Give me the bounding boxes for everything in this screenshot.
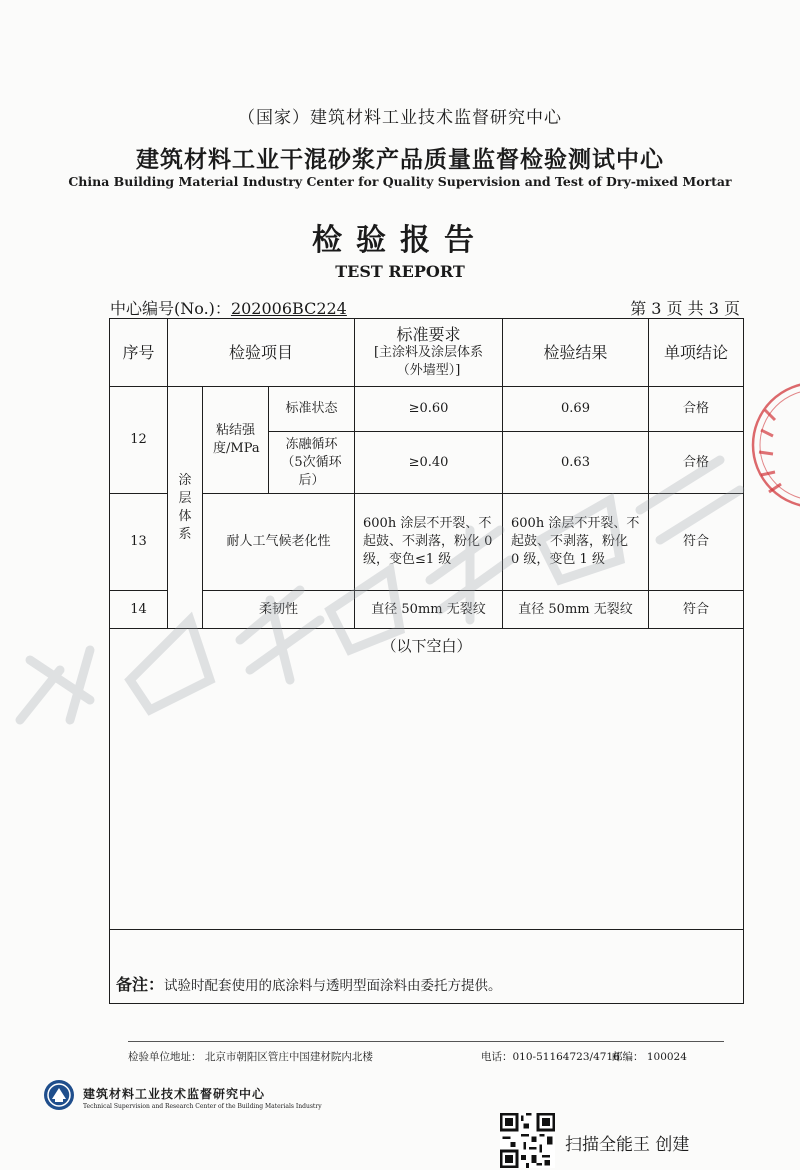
org-line2: 建筑材料工业干混砂浆产品质量监督检验测试中心: [136, 146, 664, 173]
header-item: 检验项目: [168, 319, 355, 387]
group-label: 涂层体系: [168, 387, 203, 629]
header-seq: 序号: [110, 319, 168, 387]
footer-divider: [128, 1041, 724, 1042]
row12-item: 粘结强度/MPa: [203, 387, 269, 494]
table-header-row: [110, 319, 744, 387]
row13-result: 600h 涂层不开裂、不起鼓、不剥落，粉化 0 级，变色 1 级: [503, 494, 649, 591]
row12-sub2-result: 0.63: [503, 432, 649, 494]
row13-item: 耐人工气候老化性: [203, 494, 355, 591]
table-row: [110, 387, 744, 432]
footer-postcode: 邮编： 100024: [612, 1051, 687, 1063]
qr-code-icon: [500, 1113, 555, 1168]
table-row: [110, 591, 744, 629]
row12-sub1-result: 0.69: [503, 387, 649, 432]
row14-seq: 14: [110, 591, 168, 629]
report-title-english: TEST REPORT: [335, 262, 465, 281]
scanner-watermark-text: 扫描全能王 创建: [565, 1135, 690, 1155]
header-standard-sub: [主涂料及涂层体系（外墙型）]: [373, 344, 484, 378]
logo-text-english: Technical Supervision and Research Center of the Building Materials Industry: [83, 1103, 322, 1110]
row12-sub1-standard: ≥0.60: [355, 387, 503, 432]
row13-seq: 13: [110, 494, 168, 591]
seal-stamp-graphic: [695, 380, 800, 510]
footer-address: 检验单位地址： 北京市朝阳区管庄中国建材院内北楼: [128, 1051, 373, 1063]
table-blank-row: [110, 629, 744, 930]
page-info: 第 3 页 共 3 页: [630, 299, 740, 318]
header-result: 检验结果: [503, 319, 649, 387]
row12-sub2-conclusion: 合格: [649, 432, 744, 494]
row14-standard: 直径 50mm 无裂纹: [355, 591, 503, 629]
row13-conclusion: 符合: [649, 494, 744, 591]
report-number-label: 中心编号(No.)：: [110, 299, 231, 318]
logo-text-chinese: 建筑材料工业技术监督研究中心: [83, 1087, 266, 1101]
row14-result: 直径 50mm 无裂纹: [503, 591, 649, 629]
row12-sub1-conclusion: 合格: [649, 387, 744, 432]
header-conclusion: 单项结论: [649, 319, 744, 387]
row12-sub2-name: 冻融循环（5次循环后）: [269, 432, 355, 494]
remark-cell: [110, 930, 744, 1004]
row12-seq: 12: [110, 387, 168, 494]
row14-item: 柔韧性: [203, 591, 355, 629]
remark-label: 备注：: [116, 975, 165, 994]
header-standard: [355, 319, 503, 387]
report-number: [110, 296, 347, 319]
row13-standard: 600h 涂层不开裂、不起鼓、不剥落，粉化 0 级，变色≤1 级: [355, 494, 503, 591]
table-remark-row: [110, 930, 744, 1004]
table-row: [110, 494, 744, 591]
result-table: [109, 318, 744, 1004]
row12-sub2-standard: ≥0.40: [355, 432, 503, 494]
report-number-value: 202006BC224: [230, 299, 347, 318]
row14-conclusion: 符合: [649, 591, 744, 629]
row12-sub1-name: 标准状态: [269, 387, 355, 432]
footer-telephone: 电话：010-51164723/4716: [481, 1051, 620, 1063]
org-logo-icon: [43, 1079, 75, 1111]
blank-note: （以下空白）: [110, 629, 744, 930]
remark-text: 试验时配套使用的底涂料与透明型面涂料由委托方提供。: [164, 978, 502, 994]
org-line3-english: China Building Material Industry Center for Quality Supervision and Test of Dry-mixed Mortar: [68, 174, 732, 189]
header-standard-label: 标准要求: [396, 324, 461, 344]
report-title: 检验报告: [312, 223, 488, 258]
org-line1: （国家）建筑材料工业技术监督研究中心: [238, 108, 562, 128]
